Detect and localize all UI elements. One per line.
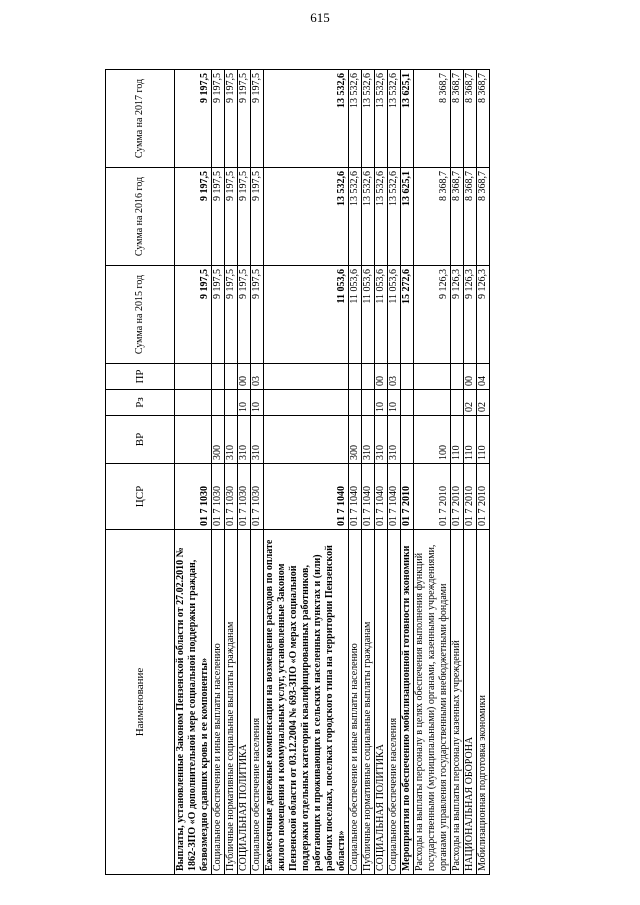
cell-pr: 03 [251,364,264,390]
header-pr: ПР [106,364,175,390]
cell-sum-2015: 9 197,5 [225,266,238,364]
cell-csr: 01 7 1040 [388,464,401,530]
cell-rz [414,390,451,416]
cell-csr: 01 7 1030 [238,464,251,530]
cell-sum-2015: 9 197,5 [238,266,251,364]
cell-csr: 01 7 1040 [375,464,388,530]
cell-sum-2017: 13 532,6 [349,70,362,168]
cell-pr [175,364,212,390]
cell-name: СОЦИАЛЬНАЯ ПОЛИТИКА [238,530,251,875]
cell-sum-2016: 9 197,5 [212,168,225,266]
cell-pr [451,364,464,390]
cell-sum-2015: 11 053,6 [362,266,375,364]
cell-rz [264,390,349,416]
cell-sum-2016: 13 532,6 [375,168,388,266]
table-row [225,70,238,875]
cell-rz: 02 [477,390,490,416]
cell-name: Публичные нормативные социальные выплаты гражданам [225,530,238,875]
cell-sum-2016: 9 197,5 [251,168,264,266]
cell-vr [264,416,349,464]
table-row [349,70,362,875]
table-row [251,70,264,875]
cell-csr: 01 7 1040 [264,464,349,530]
cell-sum-2017: 13 532,6 [264,70,349,168]
cell-vr: 310 [238,416,251,464]
cell-name: Социальное обеспечение населения [251,530,264,875]
header-rz: Рз [106,390,175,416]
cell-name: Расходы на выплаты персоналу казенных учреждений [451,530,464,875]
cell-rz: 10 [251,390,264,416]
table-row [451,70,464,875]
cell-sum-2017: 13 532,6 [388,70,401,168]
cell-name: Ежемесячные денежные компенсации на возмещение расходов по оплате жилого помещения и коммунальных услуг, установленные Законом Пензенской области от 03.12.2004 № 693-ЗПО «О мерах социальной поддержки отдельных категорий квалифицированных работников, работающих и проживающих в сельских населенных пунктах и (или) рабочих поселках, поселках городского типа на территории Пензенской области» [264,530,349,875]
cell-rz: 10 [238,390,251,416]
cell-csr: 01 7 1040 [362,464,375,530]
cell-sum-2016: 8 368,7 [414,168,451,266]
table-row [175,70,212,875]
cell-pr [264,364,349,390]
cell-sum-2015: 9 197,5 [212,266,225,364]
table-row [414,70,451,875]
cell-pr [414,364,451,390]
cell-csr: 01 7 1030 [175,464,212,530]
cell-csr: 01 7 1040 [349,464,362,530]
cell-sum-2016: 8 368,7 [477,168,490,266]
cell-pr: 04 [477,364,490,390]
table-row [362,70,375,875]
cell-sum-2017: 9 197,5 [251,70,264,168]
cell-sum-2015: 11 053,6 [349,266,362,364]
cell-sum-2016: 13 532,6 [388,168,401,266]
cell-vr: 110 [451,416,464,464]
rotated-table-container [105,70,545,875]
header-sum-2015: Сумма на 2015 год [106,266,175,364]
cell-sum-2016: 9 197,5 [225,168,238,266]
header-sum-2017: Сумма на 2017 год [106,70,175,168]
cell-sum-2017: 8 368,7 [451,70,464,168]
cell-rz: 10 [388,390,401,416]
cell-rz: 02 [464,390,477,416]
cell-pr: 00 [375,364,388,390]
cell-sum-2015: 15 272,6 [401,266,414,364]
cell-name: Мероприятия по обеспечению мобилизационной готовности экономики [401,530,414,875]
cell-rz [362,390,375,416]
cell-vr [175,416,212,464]
cell-vr: 310 [251,416,264,464]
header-name: Наименование [106,530,175,875]
cell-sum-2017: 13 532,6 [375,70,388,168]
cell-csr: 01 7 2010 [414,464,451,530]
cell-name: Выплаты, установленные Законом Пензенской области от 27.02.2010 № 1862-ЗПО «О дополнительной мере социальной поддержки граждан, безвозмездно сдавших кровь и ее компоненты» [175,530,212,875]
cell-pr [212,364,225,390]
cell-vr: 310 [362,416,375,464]
cell-sum-2015: 9 126,3 [451,266,464,364]
cell-rz [401,390,414,416]
cell-name: СОЦИАЛЬНАЯ ПОЛИТИКА [375,530,388,875]
cell-vr: 310 [375,416,388,464]
cell-sum-2016: 13 625,1 [401,168,414,266]
table-row [238,70,251,875]
cell-pr [225,364,238,390]
cell-pr [349,364,362,390]
cell-sum-2016: 9 197,5 [175,168,212,266]
page-number: 615 [310,10,330,25]
cell-sum-2017: 8 368,7 [464,70,477,168]
table-row [388,70,401,875]
cell-name: Социальное обеспечение населения [388,530,401,875]
cell-sum-2017: 9 197,5 [225,70,238,168]
table-header-row [106,70,175,875]
table-row [477,70,490,875]
cell-rz [175,390,212,416]
header-vr: ВР [106,416,175,464]
cell-vr: 110 [464,416,477,464]
table-row [264,70,349,875]
cell-rz: 10 [375,390,388,416]
cell-csr: 01 7 1030 [225,464,238,530]
cell-sum-2015: 9 197,5 [175,266,212,364]
table-row [212,70,225,875]
cell-csr: 01 7 2010 [451,464,464,530]
cell-vr: 110 [477,416,490,464]
cell-name: Мобилизационная подготовка экономики [477,530,490,875]
cell-rz [212,390,225,416]
cell-sum-2016: 8 368,7 [451,168,464,266]
header-csr: ЦСР [106,464,175,530]
cell-sum-2017: 13 625,1 [401,70,414,168]
cell-csr: 01 7 2010 [477,464,490,530]
cell-vr: 100 [414,416,451,464]
table-row [464,70,477,875]
header-sum-2016: Сумма на 2016 год [106,168,175,266]
cell-vr: 310 [225,416,238,464]
rotated-table-canvas [105,70,545,875]
cell-sum-2017: 9 197,5 [175,70,212,168]
cell-name: Социальное обеспечение и иные выплаты населению [349,530,362,875]
table-body [175,70,490,875]
cell-sum-2016: 13 532,6 [349,168,362,266]
cell-sum-2017: 13 532,6 [362,70,375,168]
cell-sum-2015: 9 126,3 [464,266,477,364]
cell-sum-2015: 11 053,6 [388,266,401,364]
cell-vr: 310 [388,416,401,464]
cell-sum-2015: 11 053,6 [264,266,349,364]
cell-csr: 01 7 1030 [251,464,264,530]
table-row [401,70,414,875]
cell-sum-2017: 8 368,7 [414,70,451,168]
cell-rz [349,390,362,416]
cell-name: Социальное обеспечение и иные выплаты населению [212,530,225,875]
cell-sum-2016: 9 197,5 [238,168,251,266]
cell-vr: 300 [349,416,362,464]
cell-sum-2015: 9 197,5 [251,266,264,364]
cell-pr [401,364,414,390]
cell-vr: 300 [212,416,225,464]
cell-rz [225,390,238,416]
cell-pr: 03 [388,364,401,390]
cell-name: Расходы на выплаты персоналу в целях обеспечения выполнения функций государственными (муниципальными) органами, казенными учреждениями, органами управления государственными внебюджетными фондами [414,530,451,875]
table-row [375,70,388,875]
cell-sum-2016: 8 368,7 [464,168,477,266]
cell-pr: 00 [464,364,477,390]
cell-name: НАЦИОНАЛЬНАЯ ОБОРОНА [464,530,477,875]
budget-table [105,69,490,875]
cell-csr: 01 7 2010 [464,464,477,530]
cell-sum-2015: 11 053,6 [375,266,388,364]
cell-csr: 01 7 2010 [401,464,414,530]
cell-sum-2015: 9 126,3 [477,266,490,364]
cell-pr: 00 [238,364,251,390]
cell-sum-2017: 9 197,5 [212,70,225,168]
cell-sum-2016: 13 532,6 [264,168,349,266]
cell-sum-2015: 9 126,3 [414,266,451,364]
cell-vr [401,416,414,464]
cell-sum-2017: 8 368,7 [477,70,490,168]
cell-csr: 01 7 1030 [212,464,225,530]
cell-sum-2016: 13 532,6 [362,168,375,266]
cell-pr [362,364,375,390]
cell-rz [451,390,464,416]
cell-name: Публичные нормативные социальные выплаты гражданам [362,530,375,875]
cell-sum-2017: 9 197,5 [238,70,251,168]
